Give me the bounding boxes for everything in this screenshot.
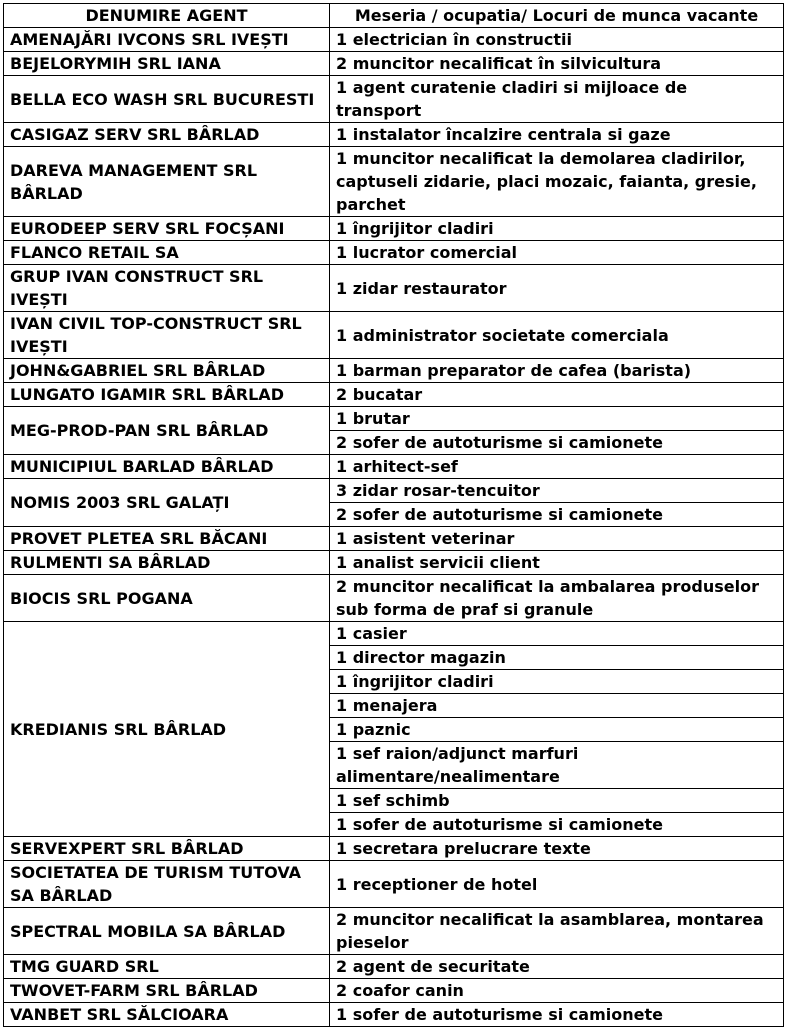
agent-name-cell: RULMENTI SA BÂRLAD <box>4 551 330 575</box>
job-cell: 1 zidar restaurator <box>330 265 784 312</box>
job-cell: 1 muncitor necalificat la demolarea cladirilor, captuseli zidarie, placi mozaic, faianta, gresie, parchet <box>330 147 784 217</box>
agent-name-cell: LUNGATO IGAMIR SRL BÂRLAD <box>4 383 330 407</box>
agent-name-cell: MEG-PROD-PAN SRL BÂRLAD <box>4 407 330 455</box>
job-cell: 1 sofer de autoturisme si camionete <box>330 813 784 837</box>
table-row <box>4 551 784 575</box>
table-row <box>4 622 784 646</box>
agent-name-cell: DAREVA MANAGEMENT SRL BÂRLAD <box>4 147 330 217</box>
table-row <box>4 265 784 312</box>
jobs-column-header: Meseria / ocupatia/ Locuri de munca vacante <box>330 4 784 28</box>
agent-name-cell: IVAN CIVIL TOP-CONSTRUCT SRL IVEȘTI <box>4 312 330 359</box>
agent-name-cell: KREDIANIS SRL BÂRLAD <box>4 622 330 837</box>
table-body <box>4 28 784 1027</box>
table-row <box>4 147 784 217</box>
agent-name-cell: SERVEXPERT SRL BÂRLAD <box>4 837 330 861</box>
job-cell: 1 receptioner de hotel <box>330 861 784 908</box>
table-row <box>4 455 784 479</box>
job-cell: 2 muncitor necalificat la ambalarea produselor sub forma de praf si granule <box>330 575 784 622</box>
job-cell: 2 muncitor necalificat la asamblarea, montarea pieselor <box>330 908 784 955</box>
table-row <box>4 955 784 979</box>
table-row <box>4 76 784 123</box>
agent-column-header: DENUMIRE AGENT <box>4 4 330 28</box>
job-cell: 1 îngrijitor cladiri <box>330 217 784 241</box>
table-row <box>4 1003 784 1027</box>
table-row <box>4 52 784 76</box>
agent-name-cell: SPECTRAL MOBILA SA BÂRLAD <box>4 908 330 955</box>
agent-name-cell: SOCIETATEA DE TURISM TUTOVA SA BÂRLAD <box>4 861 330 908</box>
agent-name-cell: TMG GUARD SRL <box>4 955 330 979</box>
table-row <box>4 837 784 861</box>
agent-name-cell: BEJELORYMIH SRL IANA <box>4 52 330 76</box>
header-row <box>4 4 784 28</box>
table-row <box>4 407 784 431</box>
agent-name-cell: BIOCIS SRL POGANA <box>4 575 330 622</box>
job-cell: 1 îngrijitor cladiri <box>330 670 784 694</box>
agent-name-cell: MUNICIPIUL BARLAD BÂRLAD <box>4 455 330 479</box>
job-cell: 2 agent de securitate <box>330 955 784 979</box>
job-cell: 1 secretara prelucrare texte <box>330 837 784 861</box>
job-cell: 1 menajera <box>330 694 784 718</box>
table-row <box>4 575 784 622</box>
job-cell: 1 asistent veterinar <box>330 527 784 551</box>
table-row <box>4 527 784 551</box>
table-row <box>4 123 784 147</box>
agent-name-cell: CASIGAZ SERV SRL BÂRLAD <box>4 123 330 147</box>
job-cell: 1 brutar <box>330 407 784 431</box>
job-cell: 1 instalator încalzire centrala si gaze <box>330 123 784 147</box>
job-cell: 1 agent curatenie cladiri si mijloace de transport <box>330 76 784 123</box>
agent-name-cell: EURODEEP SERV SRL FOCȘANI <box>4 217 330 241</box>
job-cell: 2 muncitor necalificat în silvicultura <box>330 52 784 76</box>
agent-name-cell: FLANCO RETAIL SA <box>4 241 330 265</box>
job-cell: 1 director magazin <box>330 646 784 670</box>
table-row <box>4 979 784 1003</box>
agent-name-cell: PROVET PLETEA SRL BĂCANI <box>4 527 330 551</box>
table-row <box>4 908 784 955</box>
job-cell: 1 electrician în constructii <box>330 28 784 52</box>
job-cell: 1 sef schimb <box>330 789 784 813</box>
table-row <box>4 28 784 52</box>
agent-name-cell: BELLA ECO WASH SRL BUCURESTI <box>4 76 330 123</box>
job-cell: 1 sofer de autoturisme si camionete <box>330 1003 784 1027</box>
job-cell: 1 lucrator comercial <box>330 241 784 265</box>
job-cell: 2 coafor canin <box>330 979 784 1003</box>
table-row <box>4 383 784 407</box>
agent-name-cell: GRUP IVAN CONSTRUCT SRL IVEȘTI <box>4 265 330 312</box>
table-row <box>4 479 784 503</box>
job-cell: 1 barman preparator de cafea (barista) <box>330 359 784 383</box>
table-row <box>4 312 784 359</box>
table-row <box>4 241 784 265</box>
job-cell: 1 administrator societate comerciala <box>330 312 784 359</box>
job-cell: 1 analist servicii client <box>330 551 784 575</box>
job-cell: 1 casier <box>330 622 784 646</box>
table-row <box>4 861 784 908</box>
agent-name-cell: JOHN&GABRIEL SRL BÂRLAD <box>4 359 330 383</box>
job-cell: 2 bucatar <box>330 383 784 407</box>
agent-name-cell: NOMIS 2003 SRL GALAȚI <box>4 479 330 527</box>
job-cell: 3 zidar rosar-tencuitor <box>330 479 784 503</box>
job-cell: 1 sef raion/adjunct marfuri alimentare/nealimentare <box>330 742 784 789</box>
job-cell: 2 sofer de autoturisme si camionete <box>330 503 784 527</box>
table-row <box>4 217 784 241</box>
job-cell: 1 paznic <box>330 718 784 742</box>
job-cell: 2 sofer de autoturisme si camionete <box>330 431 784 455</box>
agent-name-cell: TWOVET-FARM SRL BÂRLAD <box>4 979 330 1003</box>
job-vacancies-table <box>3 3 784 1027</box>
table-row <box>4 359 784 383</box>
job-cell: 1 arhitect-sef <box>330 455 784 479</box>
agent-name-cell: VANBET SRL SĂLCIOARA <box>4 1003 330 1027</box>
agent-name-cell: AMENAJĂRI IVCONS SRL IVEȘTI <box>4 28 330 52</box>
table-header <box>4 4 784 28</box>
